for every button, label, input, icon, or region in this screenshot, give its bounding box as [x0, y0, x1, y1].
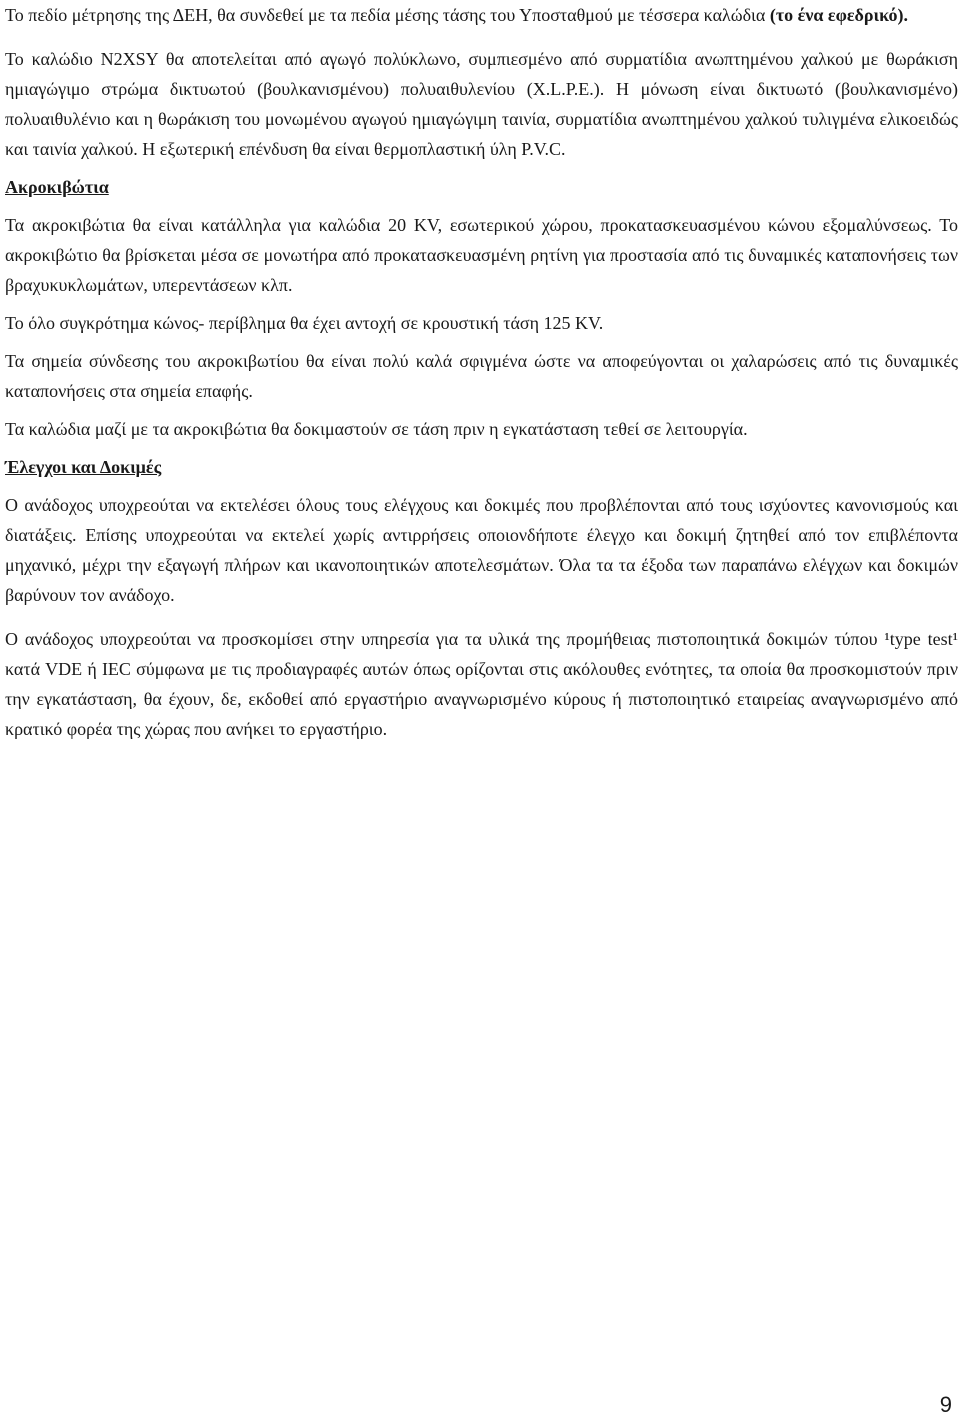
- heading-terminals: Ακροκιβώτια: [5, 177, 109, 197]
- heading-tests: Έλεγχοι και Δοκιμές: [5, 457, 162, 477]
- paragraph-terminals-2: Το όλο συγκρότημα κώνος- περίβλημα θα έχει αντοχή σε κρουστική τάση 125 KV.: [5, 313, 604, 333]
- document-page: [5, 0, 958, 744]
- paragraph-terminals-4: Τα καλώδια μαζί με τα ακροκιβώτια θα δοκιμαστούν σε τάση πριν η εγκατάσταση τεθεί σε λειτουργία.: [5, 419, 748, 439]
- page-number: 9: [939, 1392, 952, 1417]
- paragraph-terminals-1: Τα ακροκιβώτια θα είναι κατάλληλα για καλώδια 20 KV, εσωτερικού χώρου, προκατασκευασμένου κώνου εξομαλύνσεως. Το ακροκιβώτιο θα βρίσκεται μέσα σε μονωτήρα από προκατασκευασμένη ρητίνη για προστασία από τις δυναμικές καταπονήσεις των βραχυκυκλωμάτων, υπερεντάσεων κλπ.: [5, 215, 958, 295]
- paragraph-intro: [5, 0, 958, 30]
- paragraph-tests-2: Ο ανάδοχος υποχρεούται να προσκομίσει στην υπηρεσία για τα υλικά της προμήθειας πιστοποιητικά δοκιμών τύπου ¹type test¹ κατά VDE ή IEC σύμφωνα με τις προδιαγραφές αυτών όπως ορίζονται στις ακόλουθες ενότητες, τα οποία θα προσκομιστούν πριν την εγκατάσταση, θα έχουν, δε, εκδοθεί από εργαστήριο αναγνωρισμένο κύρους ή πιστοποιητικό εταιρείας αναγνωρισμένο από κρατικό φορέα της χώρας που ανήκει το εργαστήριο.: [5, 629, 958, 739]
- paragraph-terminals-3: Τα σημεία σύνδεσης του ακροκιβωτίου θα είναι πολύ καλά σφιγμένα ώστε να αποφεύγονται οι χαλαρώσεις από τις δυναμικές καταπονήσεις στα σημεία επαφής.: [5, 351, 958, 401]
- paragraph-tests-1: Ο ανάδοχος υποχρεούται να εκτελέσει όλους τους ελέγχους και δοκιμές που προβλέπονται από τους ισχύοντες κανονισμούς και διατάξεις. Επίσης υποχρεούται να εκτελεί χωρίς αντιρρήσεις οποιονδήποτε έλεγχο και δοκιμή ζητηθεί από τον επιβλέποντα μηχανικό, μέχρι την εξαγωγή πλήρων και ικανοποιητικών αποτελεσμάτων. Όλα τα τα έξοδα των παραπάνω ελέγχων και δοκιμών βαρύνουν τον ανάδοχο.: [5, 495, 958, 605]
- paragraph-cable-spec: Το καλώδιο N2XSY θα αποτελείται από αγωγό πολύκλωνο, συμπιεσμένο από συρματίδια ανωπτημένου χαλκού με θωράκιση ημιαγώγιμο στρώμα δικτυωτού (βουλκανισμένου) πολυαιθυλενίου (X.L.P.E.). Η μόνωση είναι δικτυωτό (βουλκανισμένο) πολυαιθυλένιο και η θωράκιση του μονωμένου αγωγού ημιαγώγιμη ταινία, συρματίδια ανωπτημένου χαλκού τυλιγμένα ελικοειδώς και ταινία χαλκού. Η εξωτερική επένδυση θα είναι θερμοπλαστική ύλη P.V.C.: [5, 49, 958, 159]
- paragraph-intro-bold: (το ένα εφεδρικό).: [769, 5, 909, 25]
- paragraph-intro-text: Το πεδίο μέτρησης της ΔΕΗ, θα συνδεθεί με τα πεδία μέσης τάσης του Υποσταθμού με τέσσερα καλώδια: [5, 5, 766, 25]
